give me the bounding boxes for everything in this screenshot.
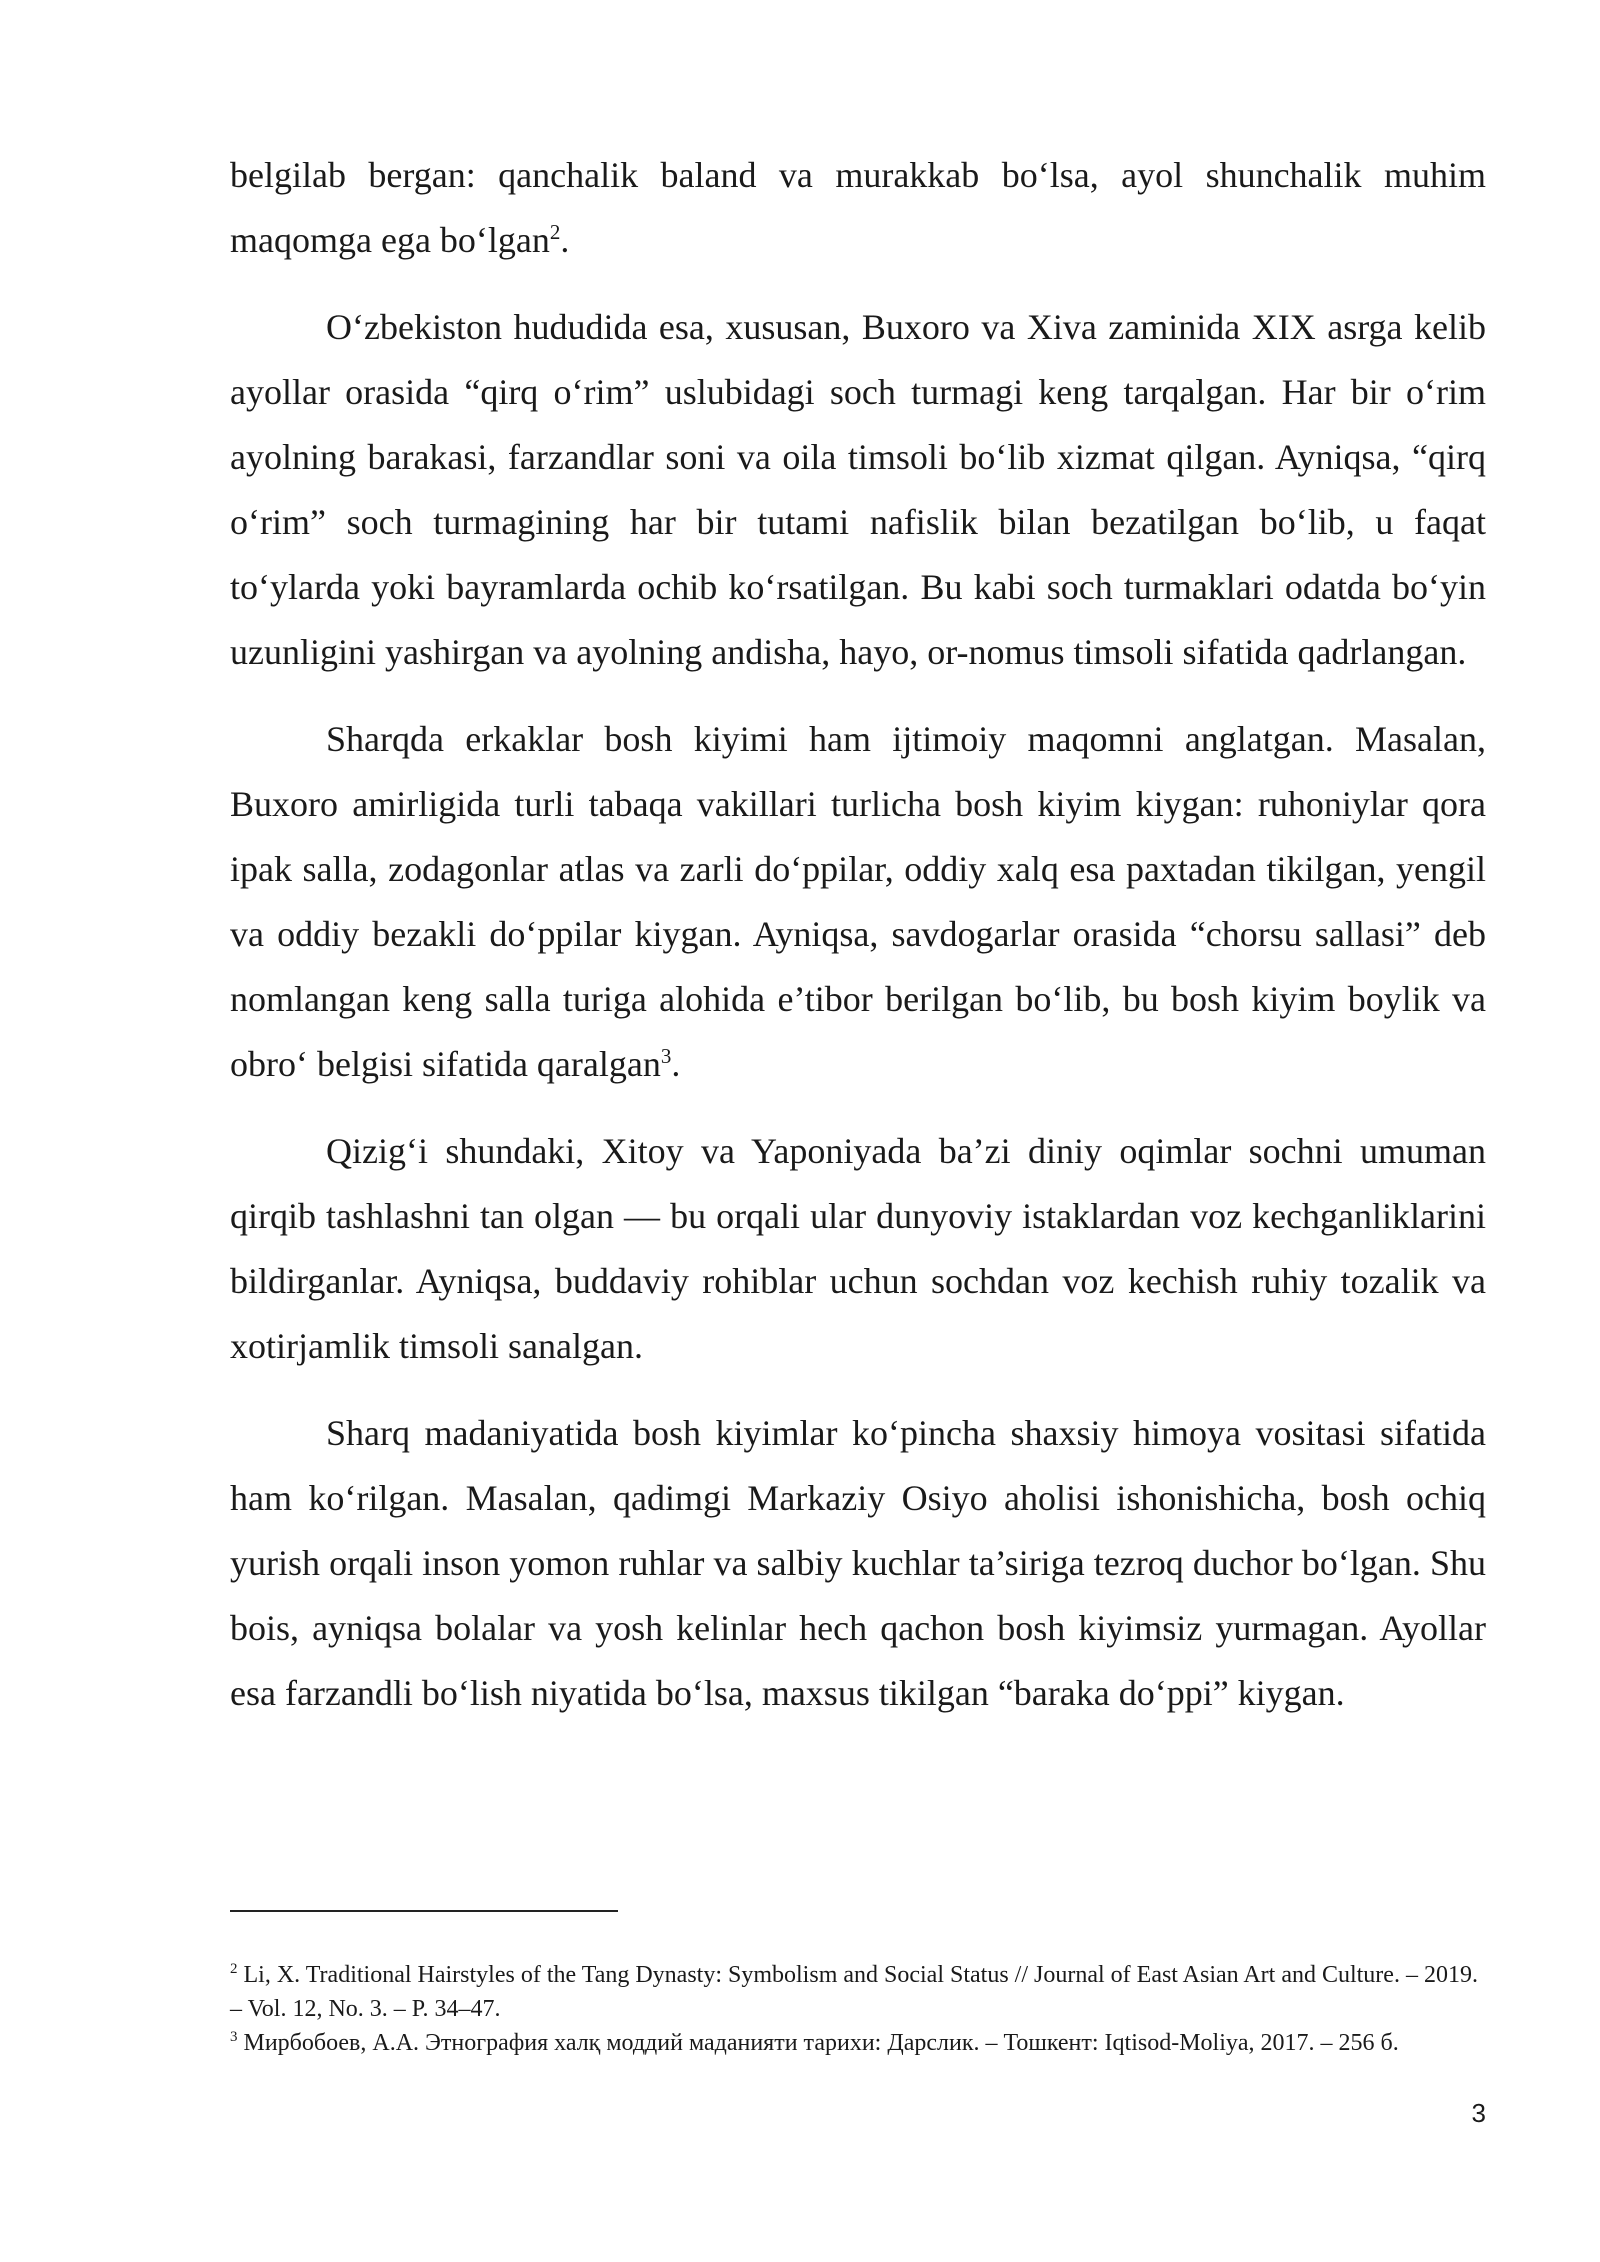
footnotes: [230, 1958, 1486, 2060]
footnote-2-number: 2: [230, 1961, 238, 1977]
footnote-2: [230, 1958, 1486, 2026]
footnote-3: [230, 2026, 1486, 2060]
paragraph-3-end: .: [671, 1044, 681, 1084]
paragraph-3: [230, 707, 1486, 1097]
paragraph-1: [230, 143, 1486, 273]
page-number: 3: [1471, 2098, 1486, 2128]
body-text: [230, 143, 1486, 1748]
footnote-2-text: Li, X. Traditional Hairstyles of the Tang Dynasty: Symbolism and Social Status // Journal of East Asian Art and Culture. – 2019. – Vol. 12, No. 3. – P. 34–47.: [230, 1962, 1478, 2022]
footnote-3-number: 3: [230, 2029, 238, 2045]
paragraph-2: O‘zbekiston hududida esa, xususan, Buxoro va Xiva zaminida XIX asrga kelib ayollar orasida “qirq o‘rim” uslubidagi soch turmagi keng tarqalgan. Har bir o‘rim ayolning barakasi, farzandlar soni va oila timsoli bo‘lib xizmat qilgan. Ayniqsa, “qirq o‘rim” soch turmagining har bir tutami nafislik bilan bezatilgan bo‘lib, u faqat to‘ylarda yoki bayramlarda ochib ko‘rsatilgan. Bu kabi soch turmaklari odatda bo‘yin uzunligini yashirgan va ayolning andisha, hayo, or-nomus timsoli sifatida qadrlangan.: [230, 307, 1486, 672]
footnote-ref-2[interactable]: 2: [549, 220, 561, 244]
paragraph-1-end: .: [560, 220, 570, 260]
footnote-3-text: Мирбобоев, А.А. Этнография халқ моддий маданияти тарихи: Дарслик. – Тошкент: Iqtisod-Moliya, 2017. – 256 б.: [237, 2030, 1399, 2056]
footnote-separator: [230, 1910, 618, 1912]
paragraph-5: Sharq madaniyatida bosh kiyimlar ko‘pincha shaxsiy himoya vositasi sifatida ham ko‘rilgan. Masalan, qadimgi Markaziy Osiyo aholisi ishonishicha, bosh ochiq yurish orqali inson yomon ruhlar va salbiy kuchlar ta’siriga tezroq duchor bo‘lgan. Shu bois, ayniqsa bolalar va yosh kelinlar hech qachon bosh kiyimsiz yurmagan. Ayollar esa farzandli bo‘lish niyatida bo‘lsa, maxsus tikilgan “baraka do‘ppi” kiygan.: [230, 1413, 1486, 1713]
paragraph-4: Qizig‘i shundaki, Xitoy va Yaponiyada ba’zi diniy oqimlar sochni umuman qirqib tashlashni tan olgan — bu orqali ular dunyoviy istaklardan voz kechganliklarini bildirganlar. Ayniqsa, buddaviy rohiblar uchun sochdan voz kechish ruhiy tozalik va xotirjamlik timsoli sanalgan.: [230, 1131, 1486, 1366]
footnote-ref-3[interactable]: 3: [660, 1044, 672, 1068]
paragraph-3-text: Sharqda erkaklar bosh kiyimi ham ijtimoiy maqomni anglatgan. Masalan, Buxoro amirligida turli tabaqa vakillari turlicha bosh kiyim kiygan: ruhoniylar qora ipak salla, zodagonlar atlas va zarli do‘ppilar, oddiy xalq esa paxtadan tikilgan, yengil va oddiy bezakli do‘ppilar kiygan. Ayniqsa, savdogarlar orasida “chorsu sallasi” deb nomlangan keng salla turiga alohida e’tibor berilgan bo‘lib, bu bosh kiyim boylik va obro‘ belgisi sifatida qaralgan: [230, 719, 1486, 1084]
paragraph-1-text: belgilab bergan: qanchalik baland va murakkab bo‘lsa, ayol shunchalik muhim maqomga ega bo‘lgan: [230, 155, 1486, 260]
